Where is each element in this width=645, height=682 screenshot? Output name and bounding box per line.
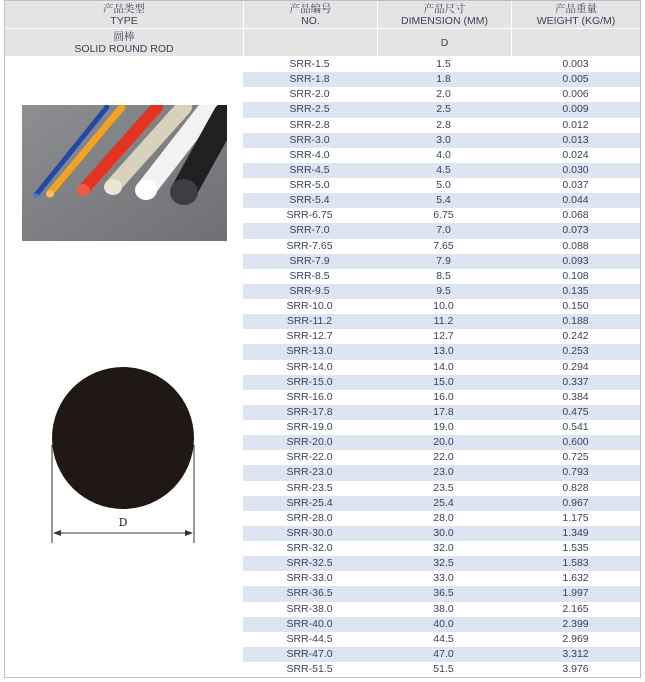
table-row [243,239,640,254]
table-row [243,526,640,541]
header-dim-en: DIMENSION (MM) [401,14,488,27]
weight-value: 0.003 [562,58,589,70]
weight-value: 0.135 [562,284,589,297]
dimension-value: 14.0 [433,360,454,373]
table-row [243,254,640,269]
dimension-value: 51.5 [433,663,454,675]
dimension-value: 38.0 [433,602,454,615]
product-no: SRR-25.4 [286,496,333,509]
weight-value: 0.012 [562,118,589,131]
product-no: SRR-11.2 [286,315,333,328]
weight-value: 0.242 [562,330,589,343]
table-row [243,344,640,359]
table-row [243,208,640,223]
weight-value: 0.828 [562,481,589,494]
dimension-value: 32.5 [433,557,454,570]
product-no: SRR-36.5 [286,587,333,600]
table-row [243,617,640,632]
product-no: SRR-5.4 [289,194,330,207]
weight-value: 0.088 [562,239,589,252]
table-row [243,662,640,677]
weight-value: 3.312 [562,647,589,660]
product-no: SRR-7.9 [289,254,330,267]
product-no: SRR-22.0 [286,451,333,464]
product-no: SRR-7.0 [289,224,330,237]
table-header [5,1,640,28]
dimension-value: 13.0 [433,345,454,358]
dimension-value: 2.8 [436,118,451,131]
product-no: SRR-44.5 [286,632,333,645]
product-no: SRR-10.0 [286,300,333,312]
dimension-value: 1.5 [436,58,451,70]
dimension-value: 23.5 [433,481,454,494]
weight-value: 0.600 [562,436,589,449]
diameter-label: D [118,516,128,529]
dimension-value: 36.5 [433,587,454,600]
dimension-value: 11.2 [433,315,454,328]
table-row [243,647,640,662]
weight-value: 0.093 [562,254,589,267]
product-no: SRR-20.0 [286,436,333,449]
table-row [243,193,640,208]
table-row [243,375,640,390]
weight-value: 0.073 [562,224,589,237]
dimension-value: 47.0 [433,647,454,660]
dimension-value: 33.0 [433,572,454,585]
table-row [243,72,640,87]
header-weight-cn: 产品重量 [555,2,597,15]
dimension-value: 40.0 [433,617,454,630]
table-row [243,541,640,556]
table-row [243,632,640,647]
header-type-cn: 产品类型 [103,2,145,15]
header-type-en: TYPE [110,14,138,27]
table-row [243,405,640,420]
table-row [243,118,640,133]
product-no: SRR-28.0 [286,511,333,524]
dimension-value: 7.0 [436,224,451,237]
weight-value: 0.024 [562,148,589,161]
header-no [244,1,377,28]
dimension-value: 4.0 [436,148,451,161]
weight-value: 0.037 [562,179,589,191]
table-row [243,435,640,450]
table-row [243,496,640,511]
table-row [243,420,640,435]
table-row [243,556,640,571]
product-no: SRR-4.0 [289,148,330,161]
table-row [243,163,640,178]
header-no-en: NO. [301,14,320,27]
weight-value: 2.969 [562,632,589,645]
table-row [243,511,640,526]
table-row [243,465,640,480]
table-row [243,602,640,617]
header-dim-cn: 产品尺寸 [423,2,466,15]
table-row [243,284,640,299]
rod-cross-section [52,367,194,509]
weight-value: 0.013 [562,133,589,146]
product-no: SRR-7.65 [286,239,333,252]
product-no: SRR-51.5 [286,663,333,675]
weight-value: 0.044 [562,194,589,207]
dimension-value: 7.65 [433,239,454,252]
subheader-type-en: SOLID ROUND ROD [74,42,174,55]
dimension-value: 30.0 [433,526,454,539]
dimension-value: 1.8 [436,73,451,86]
weight-value: 0.793 [562,466,589,479]
product-no: SRR-5.0 [289,179,330,191]
product-no: SRR-2.0 [289,88,330,101]
weight-value: 2.165 [562,602,589,615]
weight-value: 0.475 [562,405,589,418]
dimension-value: 9.5 [436,284,451,297]
dimension-value: 5.0 [436,179,451,191]
table-row [243,390,640,405]
product-no: SRR-12.7 [286,330,333,343]
dimension-value: 7.9 [436,254,451,267]
product-no: SRR-16.0 [286,390,333,403]
dimension-value: 8.5 [436,269,451,282]
dimension-value: 16.0 [433,390,454,403]
table-row [243,481,640,496]
weight-value: 1.632 [562,572,589,585]
dimension-value: 15.0 [433,375,454,388]
weight-value: 1.175 [562,511,589,524]
weight-value: 0.253 [562,345,589,358]
product-no: SRR-33.0 [286,572,333,585]
weight-value: 2.399 [562,617,589,630]
dimension-value: 28.0 [433,511,454,524]
weight-value: 3.976 [562,663,589,675]
cross-section-diagram [50,365,196,543]
subheader-dim-symbol: D [440,36,449,49]
dimension-value: 2.5 [436,103,451,116]
product-no: SRR-8.5 [289,269,330,282]
product-no: SRR-38.0 [286,602,333,615]
table-row [243,360,640,375]
weight-value: 0.006 [562,88,589,101]
dimension-value: 32.0 [433,542,454,554]
product-no: SRR-19.0 [286,421,333,433]
weight-value: 1.997 [562,587,589,600]
subheader-type-cn: 圆棒 [113,30,135,43]
weight-value: 0.068 [562,209,589,222]
dimension-value: 6.75 [433,209,454,222]
table-row [243,148,640,163]
weight-value: 1.583 [562,557,589,570]
weight-value: 0.294 [562,360,589,373]
dimension-value: 4.5 [436,163,451,176]
product-no: SRR-32.0 [286,542,333,554]
header-no-cn: 产品编号 [289,2,332,15]
product-no: SRR-40.0 [286,617,333,630]
product-no: SRR-3.0 [289,133,330,146]
product-no: SRR-32.5 [286,557,333,570]
weight-value: 0.005 [562,73,589,86]
product-no: SRR-30.0 [286,526,333,539]
product-no: SRR-13.0 [286,345,333,358]
product-no: SRR-17.8 [286,405,333,418]
table-row [243,102,640,117]
weight-value: 0.384 [562,390,589,403]
table-row [243,450,640,465]
table-row [243,586,640,601]
product-no: SRR-2.5 [289,103,330,116]
weight-value: 1.535 [562,542,589,554]
product-no: SRR-1.5 [289,58,330,70]
table-row [243,329,640,344]
dimension-value: 22.0 [433,451,454,464]
table-row [243,571,640,586]
dimension-value: 10.0 [433,300,454,312]
weight-value: 0.188 [562,315,589,328]
dimension-value: 5.4 [436,194,451,207]
weight-value: 0.337 [562,375,589,388]
weight-value: 0.150 [562,300,589,312]
header-weight [512,1,640,28]
weight-value: 0.725 [562,451,589,464]
dimension-value: 25.4 [433,496,454,509]
table-row [243,133,640,148]
product-no: SRR-1.8 [289,73,330,86]
dimension-value: 12.7 [433,330,454,343]
product-no: SRR-23.5 [286,481,333,494]
weight-value: 0.108 [562,269,589,282]
dimension-value: 20.0 [433,436,454,449]
product-no: SRR-15.0 [286,375,333,388]
table-subheader [5,29,640,56]
weight-value: 0.967 [562,496,589,509]
dimension-value: 23.0 [433,466,454,479]
header-dimension [378,1,511,28]
dimension-value: 19.0 [433,421,454,433]
table-row [243,57,640,72]
product-no: SRR-4.5 [289,163,330,176]
table-row [243,269,640,284]
table-row [243,87,640,102]
table-row [243,223,640,238]
dimension-value: 17.8 [433,405,454,418]
table-row [243,314,640,329]
weight-value: 0.030 [562,163,589,176]
product-no: SRR-23.0 [286,466,333,479]
weight-value: 0.009 [562,103,589,116]
dimension-value: 44.5 [433,632,454,645]
product-no: SRR-2.8 [289,118,330,131]
table-row [243,299,640,314]
header-weight-en: WEIGHT (KG/M) [536,14,616,27]
dimension-value: 3.0 [436,133,451,146]
data-table-body [243,57,640,677]
product-photo-rods [22,105,227,241]
product-no: SRR-6.75 [286,209,333,222]
product-no: SRR-47.0 [286,647,333,660]
product-no: SRR-9.5 [289,284,330,297]
product-no: SRR-14.0 [286,360,333,373]
table-row [243,178,640,193]
subheader-weight [512,29,640,56]
subheader-type [5,29,243,56]
weight-value: 0.541 [562,421,589,433]
subheader-no [244,29,377,56]
weight-value: 1.349 [562,526,589,539]
dimension-value: 2.0 [436,88,451,101]
header-type [5,1,243,28]
